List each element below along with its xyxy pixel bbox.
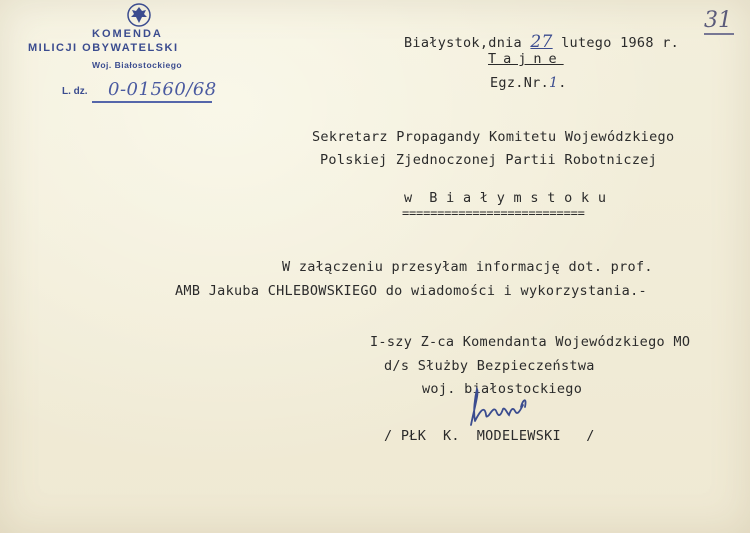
classification: Tajne bbox=[488, 51, 564, 67]
signature-title1: I-szy Z-ca Komendanta Wojewódzkiego MO bbox=[370, 334, 691, 350]
body-line2: AMB Jakuba CHLEBOWSKIEGO do wiadomości i wykorzystania.- bbox=[175, 283, 647, 299]
addressee-line1: Sekretarz Propagandy Komitetu Wojewódzkiego bbox=[312, 129, 675, 145]
page-number: 31 bbox=[704, 8, 732, 33]
classification-wrap bbox=[488, 51, 564, 67]
registration-number: 0-01560/68 bbox=[108, 79, 217, 100]
copy-number-line bbox=[490, 75, 567, 91]
stamp-region: Woj. Białostockiego bbox=[92, 60, 183, 70]
date-month-year: lutego 1968 r. bbox=[552, 35, 680, 51]
page-number-underline bbox=[704, 33, 734, 35]
signature-title3: woj. białostockiego bbox=[422, 381, 583, 397]
copy-prefix: Egz.Nr. bbox=[490, 75, 549, 91]
stamp-title: KOMENDA bbox=[92, 28, 163, 40]
signatory-name: / PŁK K. MODELEWSKI / bbox=[384, 428, 595, 444]
registration-underline bbox=[92, 101, 212, 103]
stamp-reg-prefix: L. dz. bbox=[62, 86, 88, 97]
date-day: 27 bbox=[530, 32, 553, 52]
eagle-emblem-icon bbox=[126, 2, 152, 28]
addressee-city: w B i a ł y m s t o k u bbox=[404, 190, 607, 206]
addressee-rule: ========================== bbox=[402, 206, 585, 220]
copy-number: 1 bbox=[549, 75, 559, 91]
date-place: Białystok,dnia bbox=[404, 35, 531, 51]
addressee-line2: Polskiej Zjednoczonej Partii Robotniczej bbox=[320, 152, 658, 168]
copy-suffix: . bbox=[558, 75, 567, 91]
signature-title2: d/s Służby Bezpieczeństwa bbox=[384, 358, 595, 374]
date-line bbox=[404, 32, 679, 52]
body-line1: W załączeniu przesyłam informację dot. prof. bbox=[282, 259, 653, 275]
stamp-institution: MILICJI OBYWATELSKI bbox=[28, 42, 179, 54]
handwritten-signature bbox=[465, 385, 545, 430]
